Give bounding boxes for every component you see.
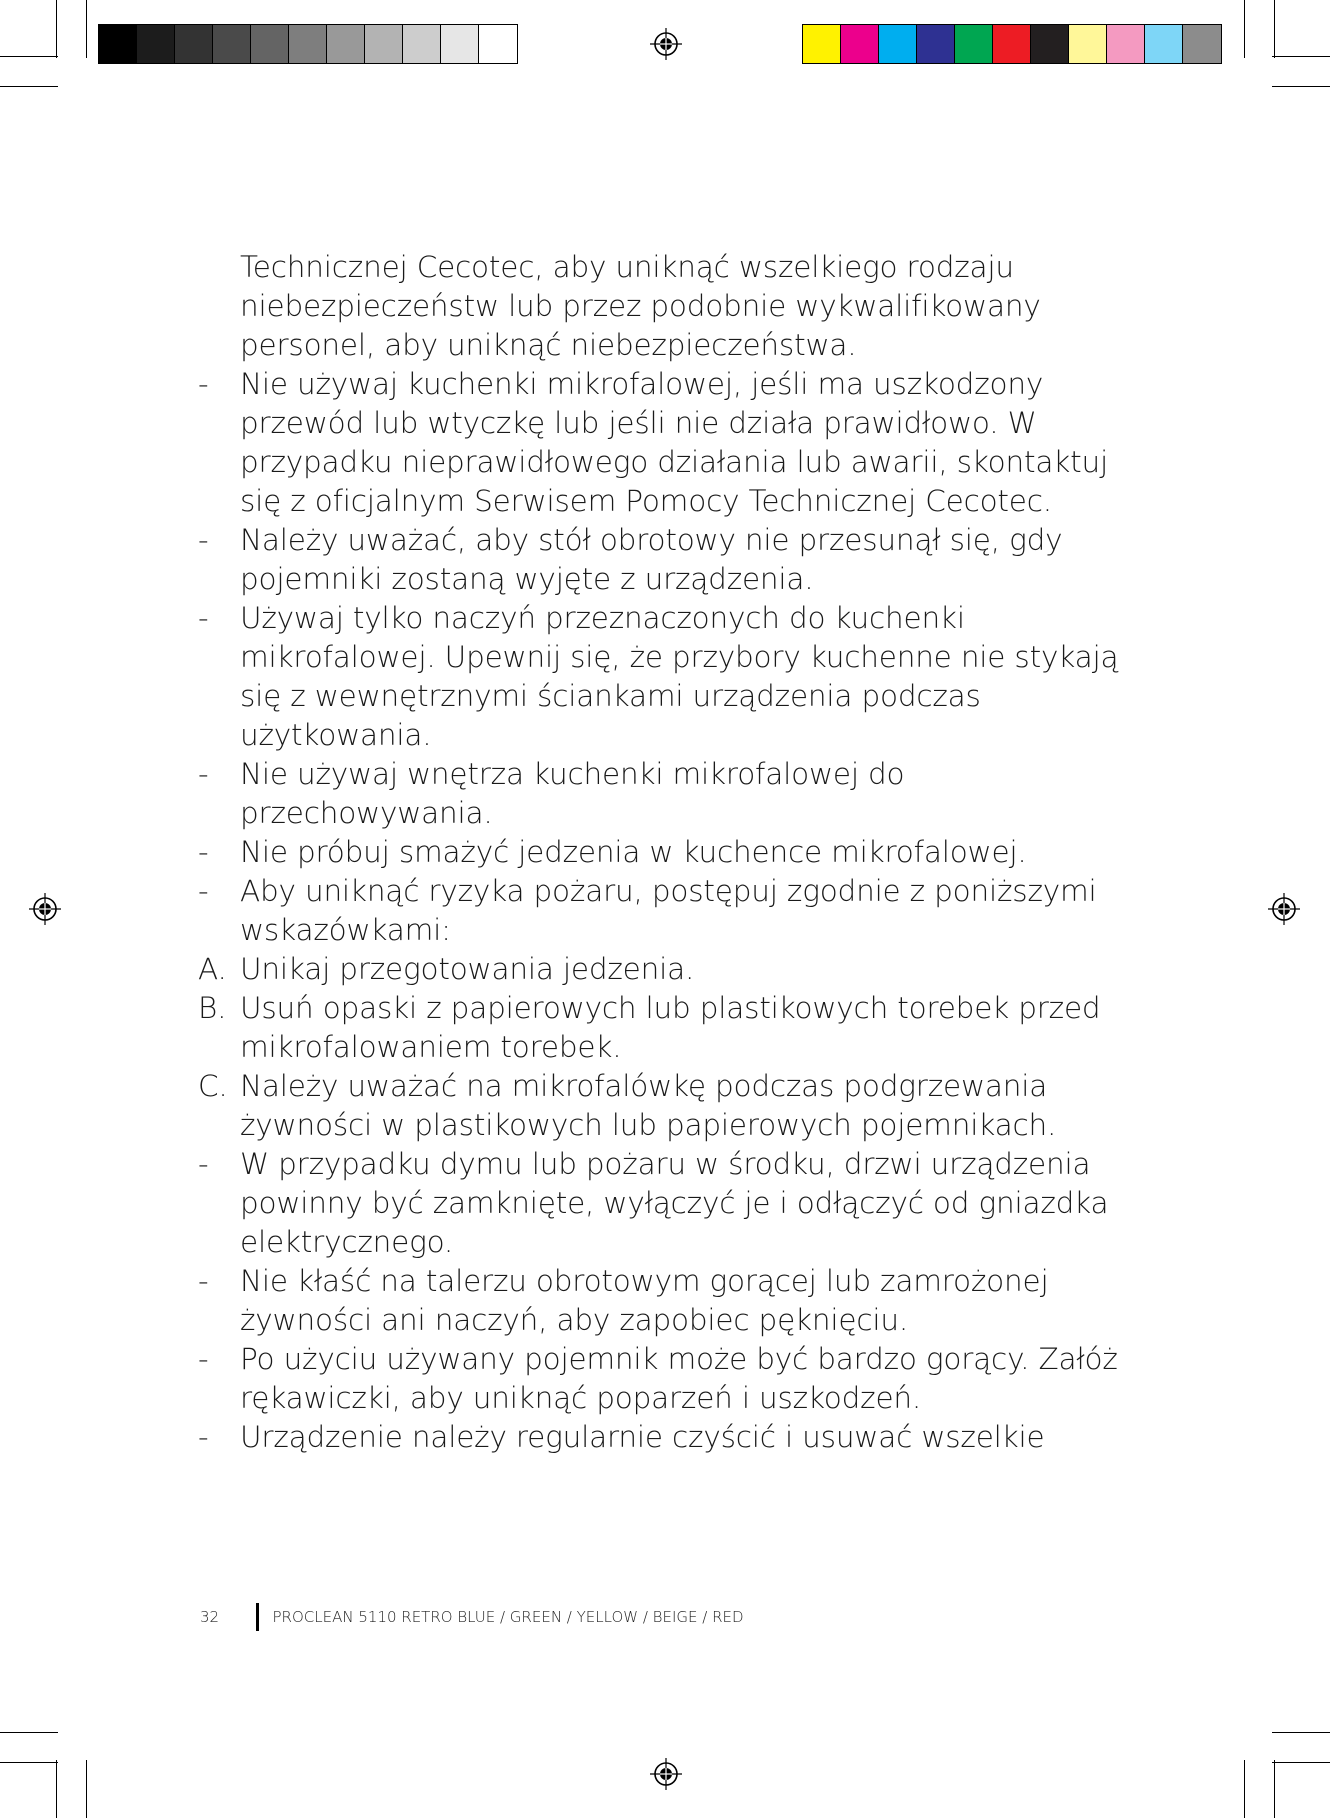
color-swatch (879, 25, 917, 63)
list-marker: - (198, 1420, 209, 1454)
product-name: PROCLEAN 5110 RETRO BLUE / GREEN / YELLOW / BEIGE / RED (272, 1608, 744, 1626)
color-swatch (365, 25, 403, 63)
page-number: 32 (200, 1608, 220, 1626)
color-swatch (327, 25, 365, 63)
list-item-text: Należy uważać, aby stół obrotowy nie przesunął się, gdy pojemniki zostaną wyjęte z urządzenia. (240, 523, 1063, 596)
page-footer (200, 1603, 744, 1631)
footer-divider (256, 1603, 259, 1631)
list-item-text: Unikaj przegotowania jedzenia. (240, 952, 695, 986)
grayscale-color-bar (98, 24, 518, 64)
list-item (198, 989, 1148, 1067)
color-swatch (917, 25, 955, 63)
crop-mark (0, 86, 58, 87)
list-item-text: Nie używaj wnętrza kuchenki mikrofalowej do przechowywania. (240, 757, 905, 830)
color-swatch (1031, 25, 1069, 63)
list-item-text: Nie kłaść na talerzu obrotowym gorącej lub zamrożonej żywności ani naczyń, aby zapobiec pęknięciu. (240, 1264, 1049, 1337)
color-swatch (99, 25, 137, 63)
list-item (198, 872, 1148, 950)
color-swatch (803, 25, 841, 63)
color-swatch (955, 25, 993, 63)
crop-mark (1274, 1760, 1275, 1818)
crop-mark (1272, 56, 1330, 57)
list-marker: - (198, 874, 209, 908)
crop-mark (0, 1732, 58, 1733)
color-swatch (441, 25, 479, 63)
crop-mark (1244, 0, 1245, 58)
process-color-bar (802, 24, 1222, 64)
crop-mark (1244, 1760, 1245, 1818)
crop-mark (1274, 0, 1275, 58)
list-item-text: Po użyciu używany pojemnik może być bardzo gorący. Załóż rękawiczki, aby uniknąć poparzeń i uszkodzeń. (240, 1342, 1118, 1415)
list-item-text: Usuń opaski z papierowych lub plastikowych torebek przed mikrofalowaniem torebek. (240, 991, 1101, 1064)
list-item (198, 950, 1148, 989)
instruction-list (198, 365, 1148, 1457)
list-item-text: Należy uważać na mikrofalówkę podczas podgrzewania żywności w plastikowych lub papierowych pojemnikach. (240, 1069, 1057, 1142)
list-item (198, 521, 1148, 599)
list-item-text: Nie próbuj smażyć jedzenia w kuchence mikrofalowej. (240, 835, 1027, 869)
intro-paragraph (198, 248, 1148, 365)
color-swatch (479, 25, 517, 63)
color-swatch (137, 25, 175, 63)
list-item (198, 1262, 1148, 1340)
list-item-text: Nie używaj kuchenki mikrofalowej, jeśli ma uszkodzony przewód lub wtyczkę lub jeśli nie działa prawidłowo. W przypadku nieprawidłowego działania lub awarii, skontaktuj się z oficjalnym Serwisem Pomocy Technicznej Cecotec. (240, 367, 1109, 518)
list-marker: C. (198, 1069, 228, 1103)
list-item (198, 599, 1148, 755)
color-swatch (1107, 25, 1145, 63)
color-swatch (1145, 25, 1183, 63)
crop-mark (1272, 86, 1330, 87)
list-item (198, 1418, 1148, 1457)
list-item-text: Używaj tylko naczyń przeznaczonych do kuchenki mikrofalowej. Upewnij się, że przybory kuchenne nie stykają się z wewnętrznymi ściankami urządzenia podczas użytkowania. (240, 601, 1119, 752)
color-swatch (289, 25, 327, 63)
list-marker: - (198, 835, 209, 869)
list-item-text: Aby uniknąć ryzyka pożaru, postępuj zgodnie z poniższymi wskazówkami: (240, 874, 1097, 947)
list-marker: - (198, 1264, 209, 1298)
crop-mark (1272, 1762, 1330, 1763)
list-item-text: W przypadku dymu lub pożaru w środku, drzwi urządzenia powinny być zamknięte, wyłączyć je i odłączyć od gniazdka elektrycznego. (240, 1147, 1109, 1259)
crop-mark (1272, 1732, 1330, 1733)
list-item (198, 365, 1148, 521)
crop-mark (0, 56, 58, 57)
list-item (198, 1340, 1148, 1418)
list-marker: - (198, 1342, 209, 1376)
crop-mark (86, 1760, 87, 1818)
registration-mark-icon (650, 28, 682, 60)
registration-mark-icon (29, 893, 61, 925)
list-item (198, 755, 1148, 833)
color-swatch (1183, 25, 1221, 63)
list-item (198, 1067, 1148, 1145)
paragraph-text: Technicznej Cecotec, aby uniknąć wszelkiego rodzaju niebezpieczeństw lub przez podobnie wykwalifikowany personel, aby uniknąć niebezpieczeństwa. (240, 250, 1041, 362)
crop-mark (86, 0, 87, 58)
list-item-text: Urządzenie należy regularnie czyścić i usuwać wszelkie (240, 1420, 1045, 1454)
registration-mark-icon (650, 1758, 682, 1790)
color-swatch (251, 25, 289, 63)
color-swatch (175, 25, 213, 63)
list-marker: - (198, 1147, 209, 1181)
crop-mark (56, 0, 57, 58)
registration-mark-icon (1268, 893, 1300, 925)
color-swatch (1069, 25, 1107, 63)
crop-mark (0, 1762, 58, 1763)
list-marker: - (198, 523, 209, 557)
list-marker: - (198, 601, 209, 635)
color-swatch (213, 25, 251, 63)
list-item (198, 833, 1148, 872)
list-item (198, 1145, 1148, 1262)
list-marker: - (198, 367, 209, 401)
crop-mark (56, 1760, 57, 1818)
color-swatch (403, 25, 441, 63)
list-marker: B. (198, 991, 227, 1025)
list-marker: A. (198, 952, 227, 986)
color-swatch (841, 25, 879, 63)
list-marker: - (198, 757, 209, 791)
safety-instructions (198, 248, 1148, 1457)
color-swatch (993, 25, 1031, 63)
